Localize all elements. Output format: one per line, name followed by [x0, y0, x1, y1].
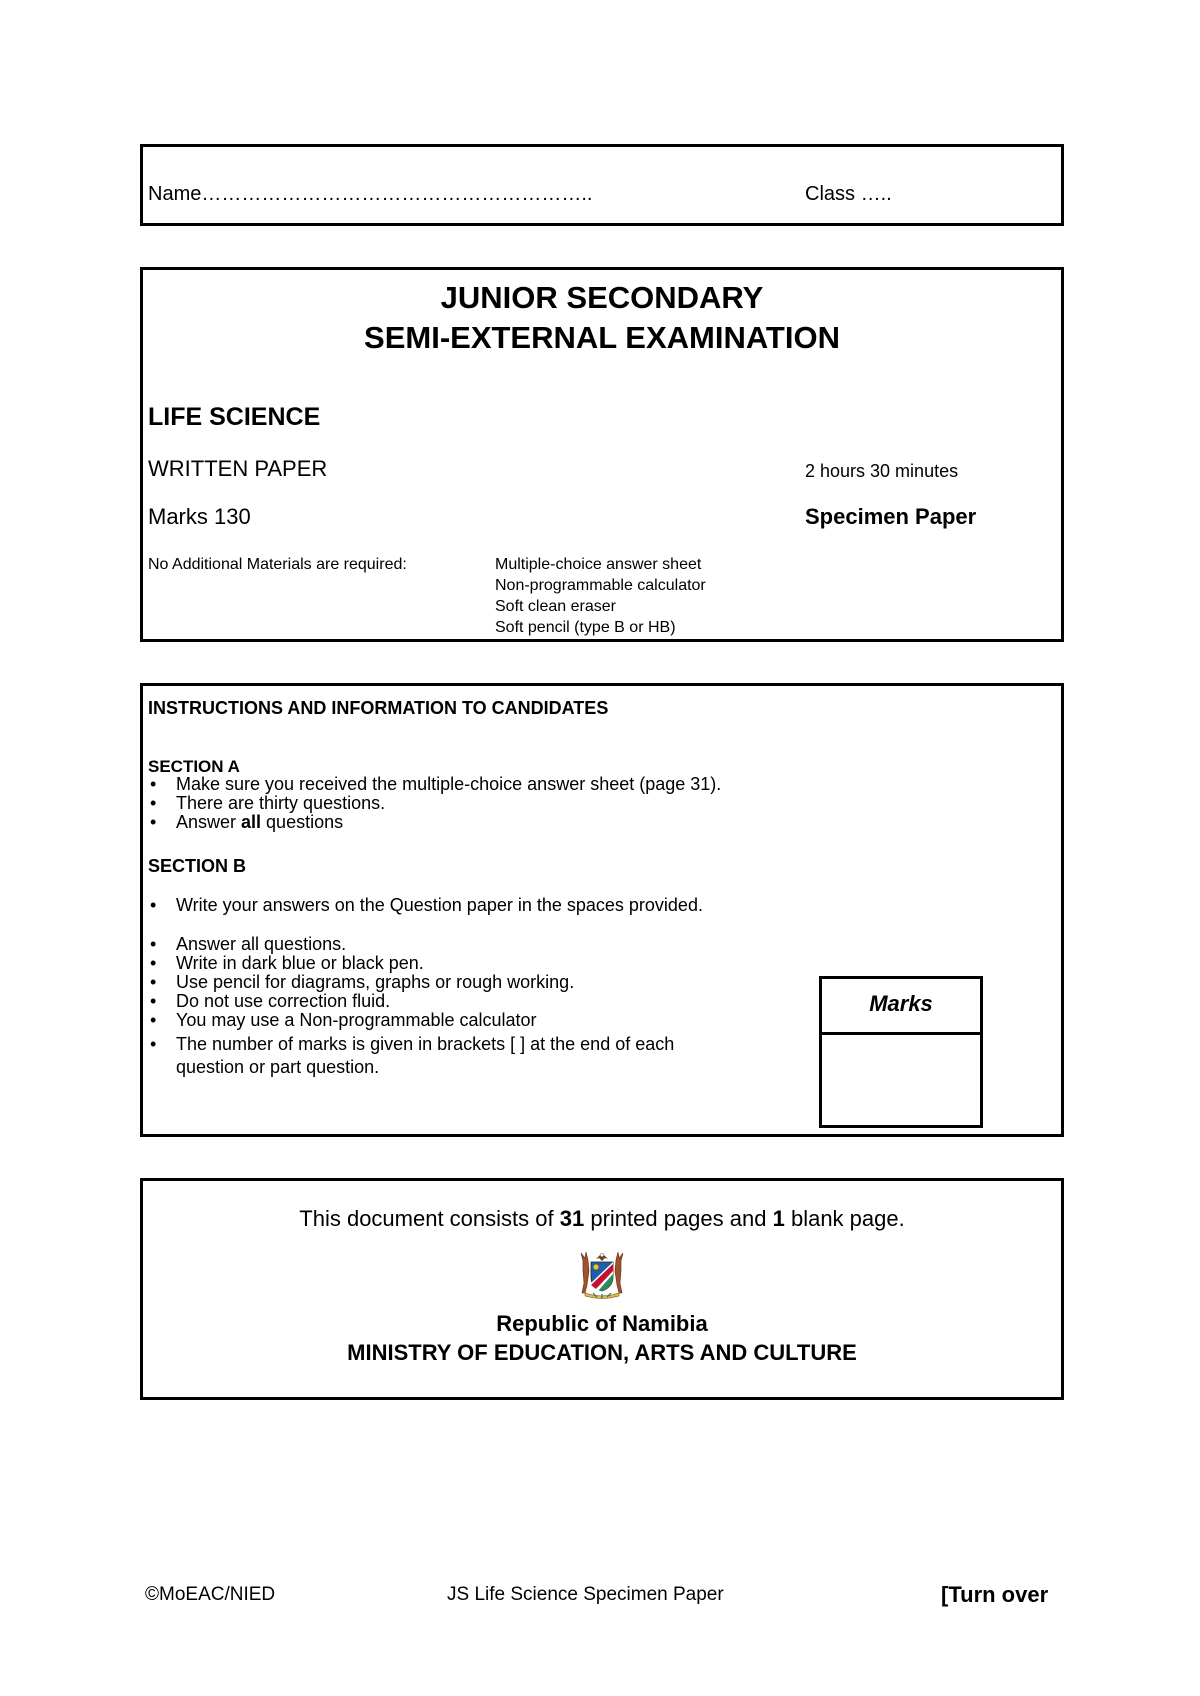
list-item: • Write in dark blue or black pen. — [148, 954, 674, 973]
list-item: • There are thirty questions. — [148, 794, 721, 813]
section-b-first-list — [148, 896, 703, 915]
document-info-box — [140, 1178, 1064, 1400]
list-item: • Use pencil for diagrams, graphs or rough working. — [148, 973, 674, 992]
section-a-title: SECTION A — [148, 757, 240, 776]
materials-list — [495, 554, 706, 638]
ministry-label: MINISTRY OF EDUCATION, ARTS AND CULTURE — [347, 1340, 857, 1365]
material-item: Non-programmable calculator — [495, 577, 706, 594]
list-item-line: The number of marks is given in brackets [ ] at the end of each — [176, 1034, 675, 1054]
marks-box — [819, 976, 983, 1128]
list-item: • Answer all questions — [148, 813, 721, 832]
section-a-list — [148, 775, 721, 832]
section-b-title: SECTION B — [148, 856, 247, 876]
section-b-list — [148, 935, 674, 1079]
name-field-label: Name………………………………………………….. — [148, 183, 593, 205]
coat-of-arms-icon — [577, 1249, 627, 1301]
republic-label: Republic of Namibia — [496, 1311, 708, 1336]
material-item: Soft pencil (type B or HB) — [495, 619, 676, 636]
marks-box-header: Marks — [822, 979, 980, 1035]
material-item: Multiple-choice answer sheet — [495, 556, 702, 573]
marks-total-label: Marks 130 — [148, 504, 251, 529]
list-item: • Make sure you received the multiple-choice answer sheet (page 31). — [148, 775, 721, 794]
paper-type-label: WRITTEN PAPER — [148, 456, 328, 481]
subject-title: LIFE SCIENCE — [148, 403, 321, 431]
exam-title-line1: JUNIOR SECONDARY — [440, 280, 764, 315]
document-pages-statement: This document consists of 31 printed pages and 1 blank page. — [299, 1206, 905, 1231]
materials-label: No Additional Materials are required: — [148, 556, 407, 573]
footer-turn-over: [Turn over — [941, 1582, 1049, 1607]
list-item: • Answer all questions. — [148, 935, 674, 954]
exam-details-box — [140, 267, 1064, 642]
instructions-box — [140, 683, 1064, 1137]
list-item: • You may use a Non-programmable calculator — [148, 1011, 674, 1030]
list-item — [148, 1033, 674, 1079]
list-item: • Write your answers on the Question paper in the spaces provided. — [148, 896, 703, 915]
instructions-heading: INSTRUCTIONS AND INFORMATION TO CANDIDATES — [148, 698, 609, 718]
specimen-paper-label: Specimen Paper — [805, 504, 977, 529]
name-class-box — [140, 144, 1064, 226]
footer-copyright: ©MoEAC/NIED — [145, 1584, 276, 1605]
material-item: Soft clean eraser — [495, 598, 616, 615]
class-field-label: Class ….. — [805, 183, 892, 205]
duration-label: 2 hours 30 minutes — [805, 461, 959, 481]
list-item: • Do not use correction fluid. — [148, 992, 674, 1011]
footer-paper-title: JS Life Science Specimen Paper — [447, 1584, 724, 1605]
list-item-line: question or part question. — [176, 1057, 380, 1077]
exam-title-line2: SEMI-EXTERNAL EXAMINATION — [364, 320, 840, 355]
